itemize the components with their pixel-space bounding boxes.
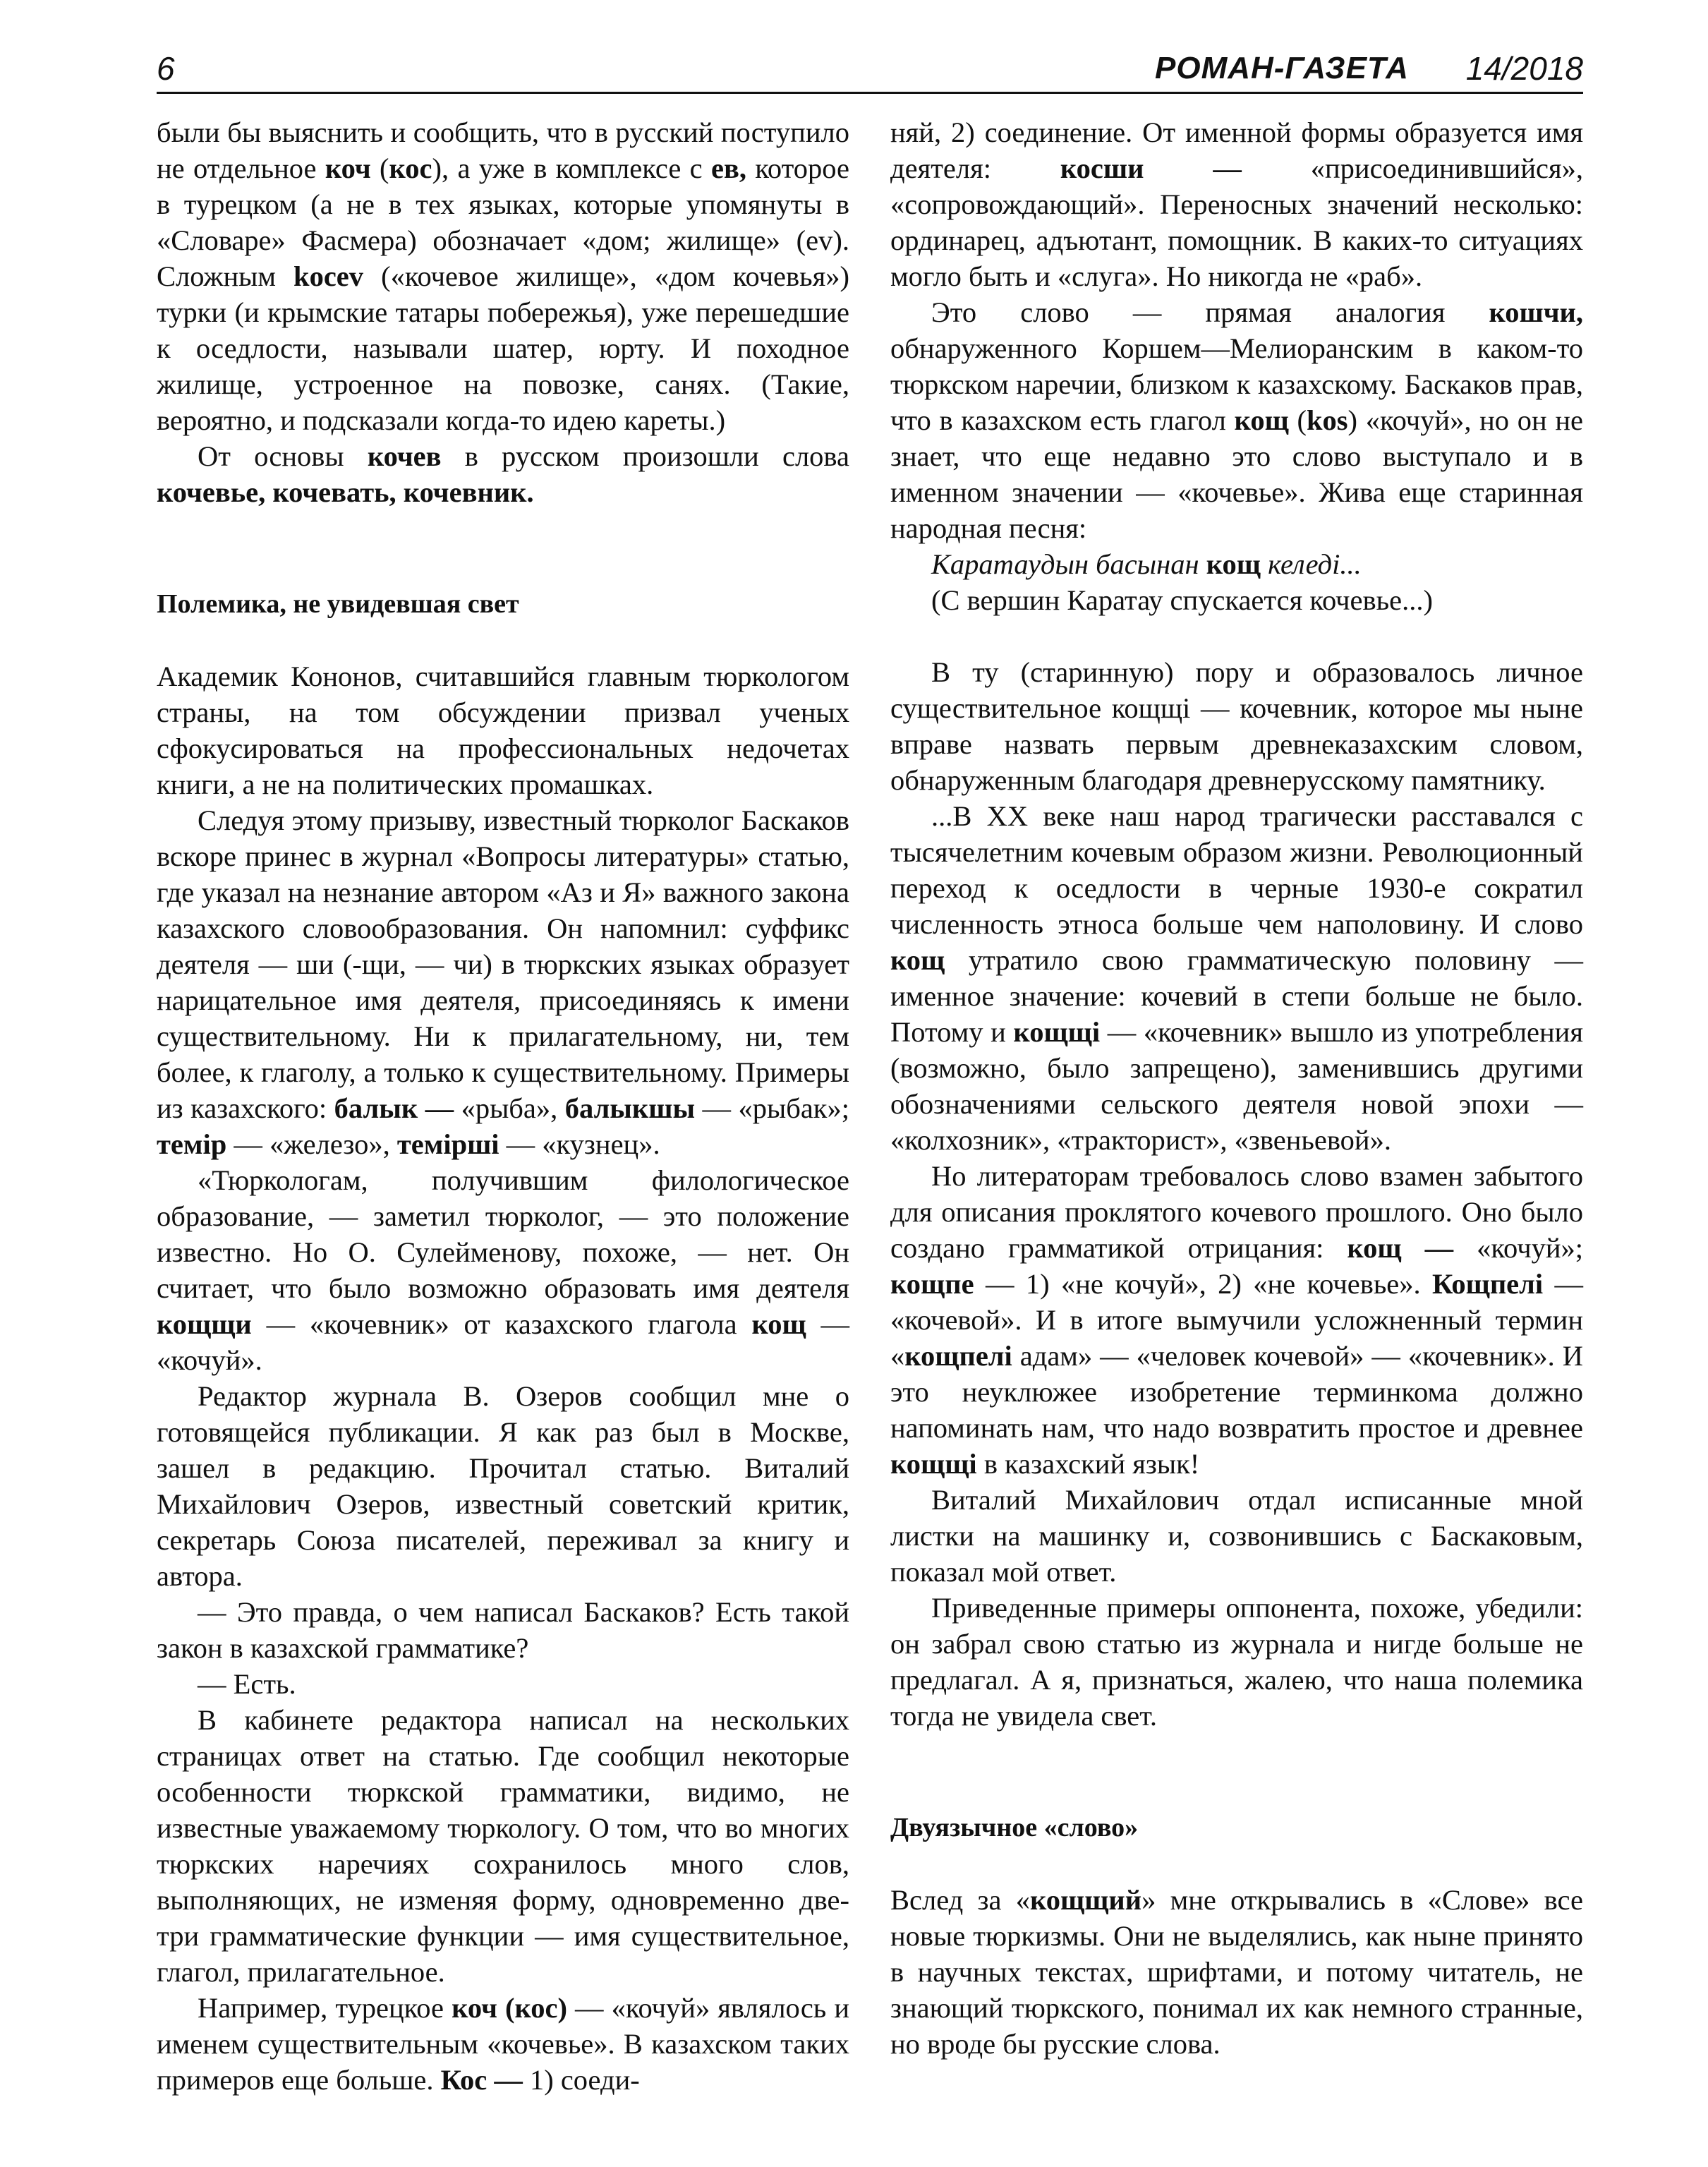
paragraph: В кабинете редактора написал на нескольких страницах ответ на статью. Где сообщил некоторые особенности тюркской грамматики, видимо, не известные уважаемому тюркологу. О том, что во многих тюркских наречиях сохранилось много слов, выполняющих, не изменяя форму, одновременно две-три грамматические функции — имя существительное, глагол, прилагательное. [157,1704,849,1988]
paragraph: — Это правда, о чем написал Баскаков? Есть такой закон в казахской грамматике? [157,1596,849,1664]
paragraph: Приведенные примеры оппонента, похоже, убедили: он забрал свою статью из журнала и нигде больше не предлагал. А я, признаться, жалею, что наша полемика тогда не увидела свет. [890,1592,1583,1732]
paragraph: — Есть. [198,1668,296,1700]
paragraph: Это слово — прямая аналогия кошчи, обнаруженного Коршем—Мелиоранским в каком-то тюркском наречии, близком к казахскому. Баскаков прав, что в казахском есть глагол кощ (kos) «кочуй», но он не знает, что еще недавно это слово выступало и в именном значении — «кочевье». Жива еще старинная народная песня: [890,296,1583,544]
left-column [157,114,849,2098]
paragraph: были бы выяснить и сообщить, что в русский поступило не отдельное коч (кос), а уже в комплексе с ев, которое в турецком (а не в тех языках, которые упомянуты в «Словаре» Фасмера) обозначает «дом; жилище» (ev). Сложным kocev («кочевое жилище», «дом кочевья») турки (и крымские татары побережья), уже перешедшие к оседлости, называли шатер, юрту. И походное жилище, устроенное на повозке, санях. (Такие, вероятно, и подсказали когда-то идею кареты.) [157,116,849,436]
running-header [157,49,1583,92]
paragraph: «Тюркологам, получившим филологическое образование, — заметил тюрколог, — это положение известно. Но О. Сулейменову, похоже, — нет. Он считает, что было возможно образовать имя деятеля кощщи — «кочевник» от казахского глагола кощ — «кочуй». [157,1164,849,1376]
paragraph: Академик Кононов, считавшийся главным тюркологом страны, на том обсуждении призвал ученых сфокусироваться на профессиональных недочетах книги, а не на политических промашках. [157,660,849,800]
header-rule [157,92,1583,94]
issue-number: 14/2018 [1465,50,1583,87]
song-translation: (С вершин Каратау спускается кочевье...) [931,584,1433,616]
paragraph: Вслед за «кощщий» мне открывались в «Слове» все новые тюркизмы. Они не выделялись, как ныне принято в научных текстах, шрифтами, и потому читатель, не знающий тюркского, понимал их как немного странные, но вроде бы русские слова. [890,1884,1583,2060]
magazine-title: РОМАН-ГАЗЕТА [1155,51,1409,85]
paragraph: В ту (старинную) пору и образовалось личное существительное кощщі — кочевник, которое мы ныне вправе назвать первым древнеказахским словом, обнаруженным благодаря древнерусскому памятнику. [890,656,1583,796]
paragraph: Например, турецкое коч (кос) — «кочуй» являлось и именем существительным «кочевье». В казахском таких примеров еще больше. Кос — 1) соеди- [157,1992,850,2096]
paragraph: Следуя этому призыву, известный тюрколог Баскаков вскоре принес в журнал «Вопросы литературы» статью, где указал на незнание автором «Аз и Я» важного закона казахского словообразования. Он напомнил: суффикс деятеля — ши (-щи, — чи) в тюркских языках образует нарицательное имя деятеля, присоединяясь к имени существительному. Ни к прилагательному, ни, тем более, к глаголу, а только к существительному. Примеры из казахского: балык — «рыба», балыкшы — «рыбак»; темір — «железо», темірші — «кузнец». [157,804,849,1160]
right-column [890,114,1583,2062]
paragraph: няй, 2) соединение. От именной формы образуется имя деятеля: косши — «присоединившийся», «сопровождающий». Переносных значений несколько: ординарец, адъютант, помощник. В каких-то ситуациях могло быть и «слуга». Но никогда не «раб». [890,116,1583,292]
section-heading: Полемика, не увидевшая свет [157,589,519,619]
paragraph: От основы кочев в русском произошли слова кочевье, кочевать, кочевник. [157,440,849,508]
page-number: 6 [157,50,175,87]
paragraph: ...В XX веке наш народ трагически расставался с тысячелетним кочевым образом жизни. Революционный переход к оседлости в черные 1930-е сократил численность этноса больше чем наполовину. И слово кощ утратило свою грамматическую половину — именное значение: кочевий в степи больше не было. Потому и кощщі — «кочевник» вышло из употребления (возможно, было запрещено), заменившись другими обозначениями сельского деятеля новой эпохи — «колхозник», «тракторист», «звеньевой». [890,800,1583,1156]
paragraph: Виталий Михайлович отдал исписанные мной листки на машинку и, созвонившись с Баскаковым, показал мой ответ. [890,1484,1583,1588]
section-heading: Двуязычное «слово» [890,1813,1139,1842]
paragraph: Но литераторам требовалось слово взамен забытого для описания проклятого кочевого прошлого. Оно было создано грамматикой отрицания: кощ — «кочуй»; кощпе — 1) «не кочуй», 2) «не кочевье». Кощпелі — «кочевой». И в итоге вымучили усложненный термин «кощпелі адам» — «человек кочевой» — «кочевник». И это неуклюжее изобретение терминкома должно напоминать нам, что надо возвратить простое и древнее кощщі в казахский язык! [890,1160,1584,1480]
song-verse: Каратаудын басынан кощ келеді... [931,548,1362,580]
paragraph: Редактор журнала В. Озеров сообщил мне о готовящейся публикации. Я как раз был в Москве, зашел в редакцию. Прочитал статью. Виталий Михайлович Озеров, известный советский критик, секретарь Союза писателей, переживал за книгу и автора. [157,1380,849,1592]
